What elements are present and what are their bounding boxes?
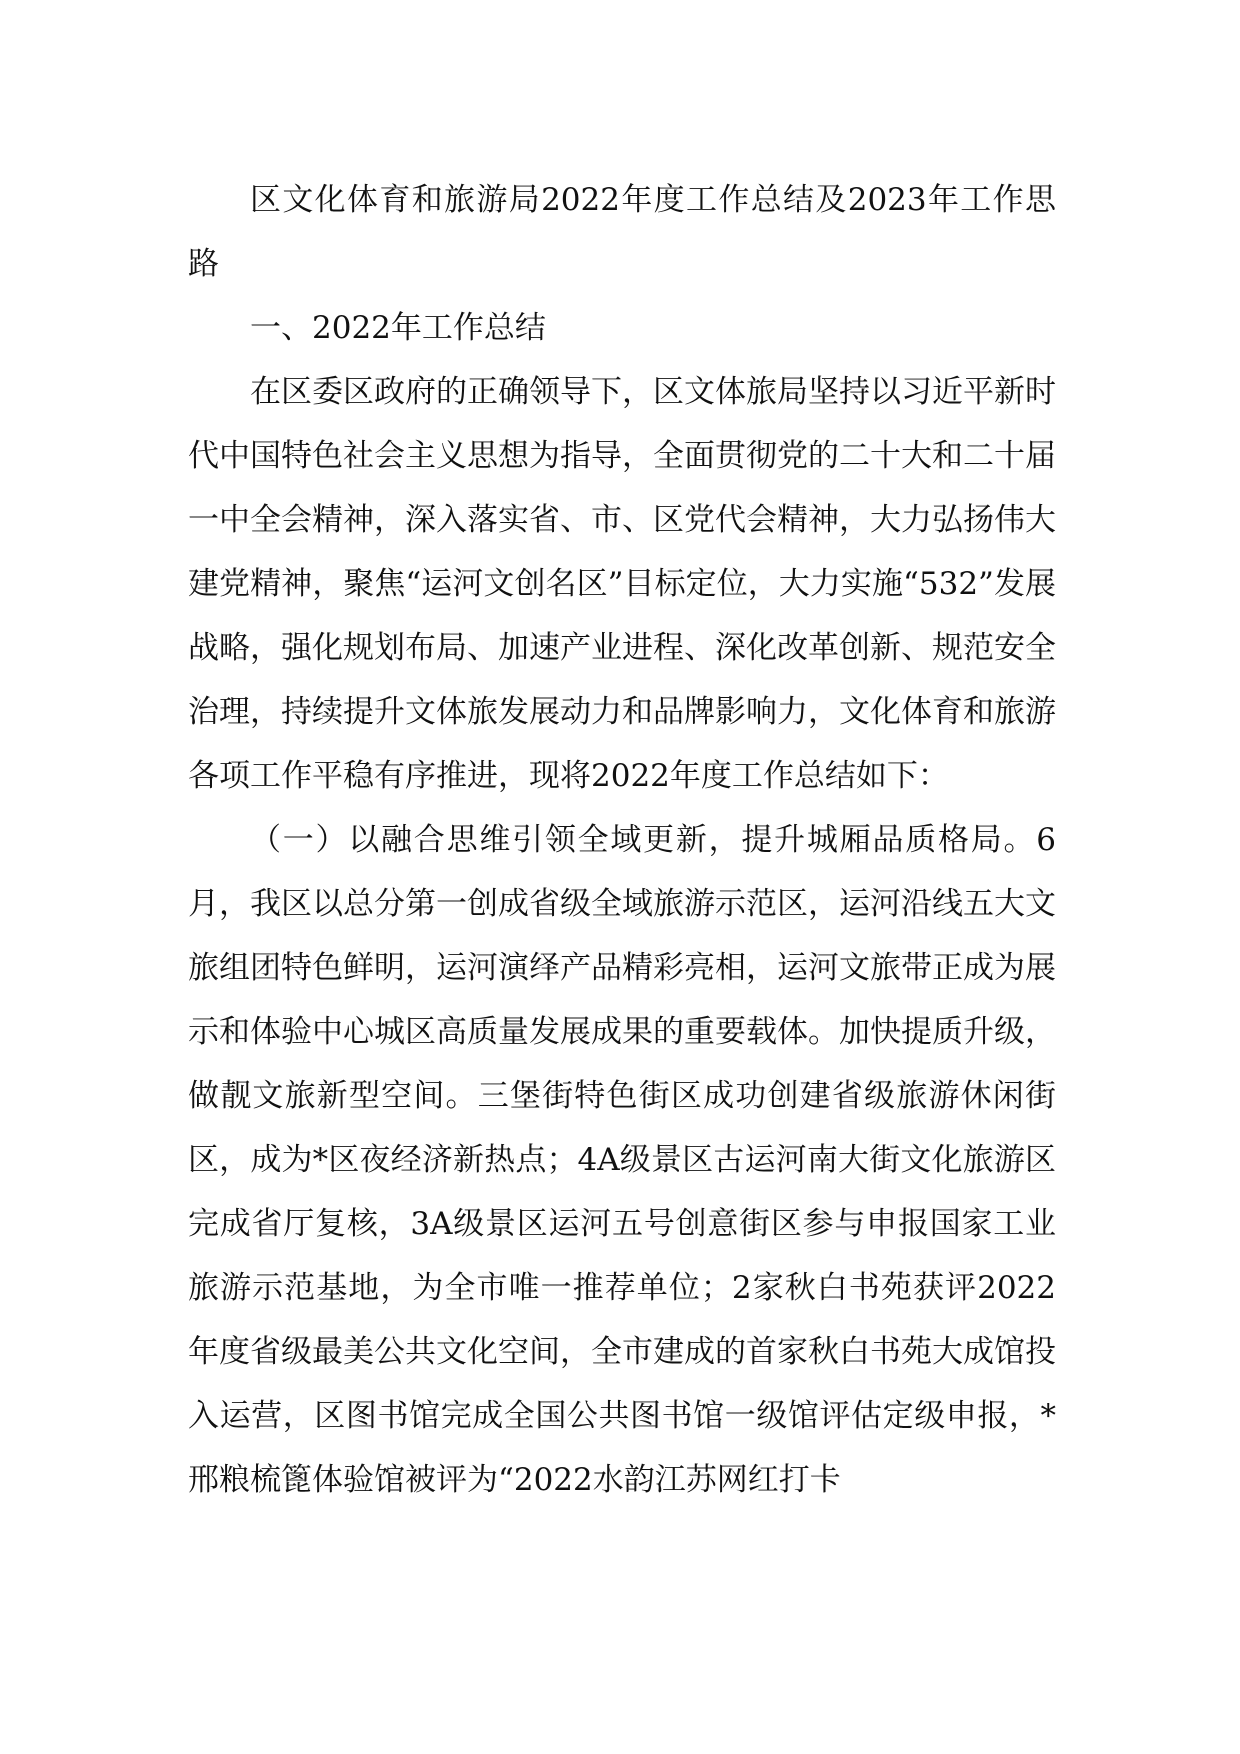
document-body bbox=[188, 168, 1056, 1512]
body-paragraph-item-1: （一）以融合思维引领全域更新，提升城厢品质格局。6月，我区以总分第一创成省级全域旅游示范区，运河沿线五大文旅组团特色鲜明，运河演绎产品精彩亮相，运河文旅带正成为展示和体验中心城区高质量发展成果的重要载体。加快提质升级，做靓文旅新型空间。三堡街特色街区成功创建省级旅游休闲街区，成为*区夜经济新热点；4A级景区古运河南大街文化旅游区完成省厅复核，3A级景区运河五号创意街区参与申报国家工业旅游示范基地，为全市唯一推荐单位；2家秋白书苑获评2022年度省级最美公共文化空间，全市建成的首家秋白书苑大成馆投入运营，区图书馆完成全国公共图书馆一级馆评估定级申报，*邢粮梳篦体验馆被评为“2022水韵江苏网红打卡 bbox=[188, 822, 1056, 1498]
section-heading: 一、2022年工作总结 bbox=[250, 310, 546, 346]
document-title: 区文化体育和旅游局2022年度工作总结及2023年工作思路 bbox=[188, 182, 1056, 282]
body-paragraph-intro: 在区委区政府的正确领导下，区文体旅局坚持以习近平新时代中国特色社会主义思想为指导，全面贯彻党的二十大和二十届一中全会精神，深入落实省、市、区党代会精神，大力弘扬伟大建党精神，聚焦“运河文创名区”目标定位，大力实施“532”发展战略，强化规划布局、加速产业进程、深化改革创新、规范安全治理，持续提升文体旅发展动力和品牌影响力，文化体育和旅游各项工作平稳有序推进，现将2022年度工作总结如下： bbox=[188, 374, 1056, 794]
